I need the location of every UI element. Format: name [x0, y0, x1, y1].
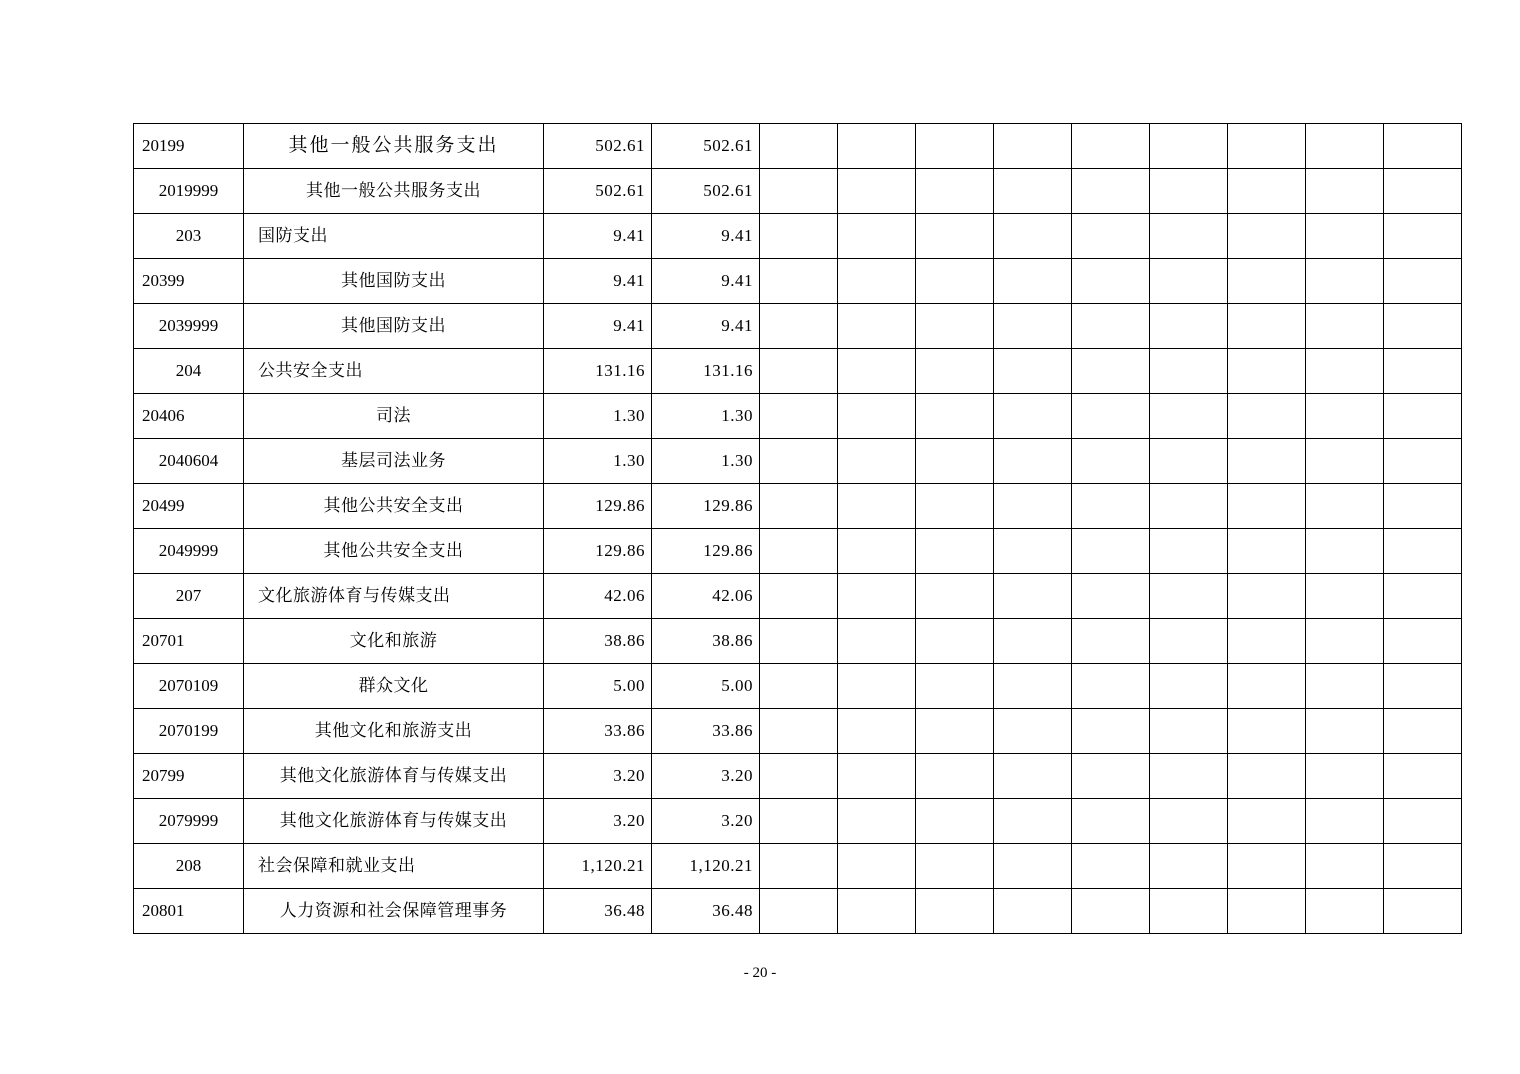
- row-empty-cell: [916, 709, 994, 754]
- row-empty-cell: [838, 484, 916, 529]
- row-empty-cell: [760, 304, 838, 349]
- row-item-name: 司法: [244, 394, 544, 439]
- row-empty-cell: [1072, 889, 1150, 934]
- row-empty-cell: [760, 394, 838, 439]
- row-value-total: 3.20: [544, 799, 652, 844]
- row-empty-cell: [838, 169, 916, 214]
- row-empty-cell: [1384, 169, 1462, 214]
- row-empty-cell: [1384, 259, 1462, 304]
- row-empty-cell: [1306, 619, 1384, 664]
- row-empty-cell: [1306, 439, 1384, 484]
- row-empty-cell: [1306, 889, 1384, 934]
- row-empty-cell: [1228, 889, 1306, 934]
- row-empty-cell: [1228, 484, 1306, 529]
- row-empty-cell: [838, 574, 916, 619]
- row-empty-cell: [760, 349, 838, 394]
- row-item-name: 其他公共安全支出: [244, 484, 544, 529]
- table-row: [134, 124, 1462, 169]
- row-item-name: 群众文化: [244, 664, 544, 709]
- row-value-secondary: 36.48: [652, 889, 760, 934]
- row-empty-cell: [1150, 169, 1228, 214]
- table-row: [134, 574, 1462, 619]
- row-empty-cell: [994, 709, 1072, 754]
- row-empty-cell: [1384, 619, 1462, 664]
- row-code: 2079999: [134, 799, 244, 844]
- row-empty-cell: [1150, 304, 1228, 349]
- row-empty-cell: [994, 124, 1072, 169]
- row-empty-cell: [838, 619, 916, 664]
- row-empty-cell: [1228, 439, 1306, 484]
- row-item-name: 其他文化旅游体育与传媒支出: [244, 754, 544, 799]
- row-empty-cell: [1072, 304, 1150, 349]
- row-code: 208: [134, 844, 244, 889]
- row-empty-cell: [838, 394, 916, 439]
- row-empty-cell: [916, 304, 994, 349]
- row-value-total: 36.48: [544, 889, 652, 934]
- row-value-total: 1.30: [544, 439, 652, 484]
- row-empty-cell: [994, 259, 1072, 304]
- budget-table-container: [133, 123, 1388, 934]
- row-empty-cell: [760, 574, 838, 619]
- row-empty-cell: [1228, 709, 1306, 754]
- row-empty-cell: [916, 619, 994, 664]
- row-empty-cell: [1384, 529, 1462, 574]
- row-code: 203: [134, 214, 244, 259]
- row-empty-cell: [1384, 214, 1462, 259]
- table-row: [134, 889, 1462, 934]
- table-row: [134, 754, 1462, 799]
- table-row: [134, 844, 1462, 889]
- row-empty-cell: [760, 439, 838, 484]
- row-empty-cell: [994, 799, 1072, 844]
- row-empty-cell: [1228, 169, 1306, 214]
- row-item-name: 其他一般公共服务支出: [244, 124, 544, 169]
- row-item-name: 其他国防支出: [244, 304, 544, 349]
- row-value-total: 3.20: [544, 754, 652, 799]
- row-value-secondary: 1.30: [652, 394, 760, 439]
- row-item-name: 人力资源和社会保障管理事务: [244, 889, 544, 934]
- row-empty-cell: [1150, 259, 1228, 304]
- row-value-secondary: 9.41: [652, 214, 760, 259]
- row-empty-cell: [838, 889, 916, 934]
- row-empty-cell: [994, 484, 1072, 529]
- row-empty-cell: [838, 259, 916, 304]
- row-empty-cell: [916, 394, 994, 439]
- row-empty-cell: [1306, 754, 1384, 799]
- row-empty-cell: [1150, 844, 1228, 889]
- row-empty-cell: [916, 529, 994, 574]
- row-empty-cell: [916, 574, 994, 619]
- row-code: 2039999: [134, 304, 244, 349]
- row-empty-cell: [1150, 214, 1228, 259]
- row-empty-cell: [1150, 124, 1228, 169]
- row-empty-cell: [760, 709, 838, 754]
- row-empty-cell: [994, 439, 1072, 484]
- table-row: [134, 349, 1462, 394]
- row-empty-cell: [1072, 799, 1150, 844]
- row-empty-cell: [1306, 124, 1384, 169]
- row-value-total: 38.86: [544, 619, 652, 664]
- row-empty-cell: [916, 664, 994, 709]
- row-empty-cell: [916, 214, 994, 259]
- row-empty-cell: [838, 349, 916, 394]
- row-empty-cell: [1228, 664, 1306, 709]
- row-empty-cell: [760, 754, 838, 799]
- row-code: 207: [134, 574, 244, 619]
- row-empty-cell: [994, 169, 1072, 214]
- row-value-total: 1.30: [544, 394, 652, 439]
- row-item-name: 其他国防支出: [244, 259, 544, 304]
- row-value-total: 129.86: [544, 484, 652, 529]
- row-value-secondary: 1.30: [652, 439, 760, 484]
- row-empty-cell: [994, 394, 1072, 439]
- row-empty-cell: [1384, 664, 1462, 709]
- row-code: 20499: [134, 484, 244, 529]
- table-row: [134, 799, 1462, 844]
- row-empty-cell: [1384, 349, 1462, 394]
- row-empty-cell: [1150, 574, 1228, 619]
- row-empty-cell: [1150, 709, 1228, 754]
- row-item-name: 其他文化和旅游支出: [244, 709, 544, 754]
- row-value-secondary: 131.16: [652, 349, 760, 394]
- row-empty-cell: [994, 889, 1072, 934]
- row-value-secondary: 5.00: [652, 664, 760, 709]
- row-empty-cell: [1072, 709, 1150, 754]
- row-code: 20406: [134, 394, 244, 439]
- row-value-secondary: 9.41: [652, 259, 760, 304]
- row-empty-cell: [1384, 799, 1462, 844]
- row-empty-cell: [1228, 259, 1306, 304]
- row-code: 20799: [134, 754, 244, 799]
- row-empty-cell: [1228, 349, 1306, 394]
- row-value-secondary: 502.61: [652, 124, 760, 169]
- row-empty-cell: [1306, 214, 1384, 259]
- row-empty-cell: [1150, 349, 1228, 394]
- row-empty-cell: [916, 799, 994, 844]
- row-empty-cell: [760, 844, 838, 889]
- row-empty-cell: [1150, 484, 1228, 529]
- row-empty-cell: [1150, 439, 1228, 484]
- row-value-secondary: 129.86: [652, 529, 760, 574]
- row-empty-cell: [1306, 259, 1384, 304]
- row-empty-cell: [1072, 574, 1150, 619]
- table-row: [134, 439, 1462, 484]
- row-empty-cell: [916, 124, 994, 169]
- row-empty-cell: [1072, 169, 1150, 214]
- row-item-name: 社会保障和就业支出: [244, 844, 544, 889]
- row-empty-cell: [1072, 754, 1150, 799]
- row-item-name: 基层司法业务: [244, 439, 544, 484]
- row-empty-cell: [838, 754, 916, 799]
- page-number: - 20 -: [743, 965, 777, 981]
- row-empty-cell: [1150, 664, 1228, 709]
- row-empty-cell: [916, 484, 994, 529]
- row-empty-cell: [994, 574, 1072, 619]
- row-code: 204: [134, 349, 244, 394]
- row-empty-cell: [760, 124, 838, 169]
- row-empty-cell: [1306, 484, 1384, 529]
- row-empty-cell: [838, 439, 916, 484]
- row-empty-cell: [1306, 394, 1384, 439]
- row-value-secondary: 3.20: [652, 799, 760, 844]
- row-empty-cell: [1072, 124, 1150, 169]
- row-empty-cell: [994, 349, 1072, 394]
- row-value-total: 9.41: [544, 304, 652, 349]
- row-empty-cell: [838, 529, 916, 574]
- row-empty-cell: [760, 169, 838, 214]
- row-empty-cell: [1150, 754, 1228, 799]
- row-empty-cell: [838, 844, 916, 889]
- row-value-total: 9.41: [544, 259, 652, 304]
- row-empty-cell: [1228, 754, 1306, 799]
- row-empty-cell: [1384, 439, 1462, 484]
- row-value-secondary: 129.86: [652, 484, 760, 529]
- row-empty-cell: [1150, 619, 1228, 664]
- row-code: 20399: [134, 259, 244, 304]
- row-empty-cell: [1150, 529, 1228, 574]
- row-empty-cell: [994, 214, 1072, 259]
- row-value-total: 9.41: [544, 214, 652, 259]
- row-empty-cell: [1228, 529, 1306, 574]
- row-value-secondary: 9.41: [652, 304, 760, 349]
- row-empty-cell: [1228, 799, 1306, 844]
- budget-expenditure-table: [133, 123, 1462, 934]
- row-empty-cell: [1072, 349, 1150, 394]
- row-empty-cell: [916, 259, 994, 304]
- row-empty-cell: [838, 124, 916, 169]
- row-empty-cell: [1384, 394, 1462, 439]
- row-empty-cell: [1384, 304, 1462, 349]
- row-value-secondary: 502.61: [652, 169, 760, 214]
- row-empty-cell: [1228, 214, 1306, 259]
- table-row: [134, 664, 1462, 709]
- row-empty-cell: [760, 889, 838, 934]
- row-empty-cell: [994, 619, 1072, 664]
- row-empty-cell: [1306, 304, 1384, 349]
- row-empty-cell: [1072, 394, 1150, 439]
- row-empty-cell: [1384, 709, 1462, 754]
- row-empty-cell: [1384, 844, 1462, 889]
- row-value-secondary: 38.86: [652, 619, 760, 664]
- row-empty-cell: [1384, 574, 1462, 619]
- row-value-total: 502.61: [544, 124, 652, 169]
- row-empty-cell: [1306, 799, 1384, 844]
- table-row: [134, 484, 1462, 529]
- row-empty-cell: [1384, 754, 1462, 799]
- row-empty-cell: [1072, 439, 1150, 484]
- row-empty-cell: [994, 754, 1072, 799]
- row-empty-cell: [1072, 214, 1150, 259]
- row-code: 20801: [134, 889, 244, 934]
- row-item-name: 文化和旅游: [244, 619, 544, 664]
- row-empty-cell: [760, 259, 838, 304]
- row-item-name: 公共安全支出: [244, 349, 544, 394]
- row-empty-cell: [994, 664, 1072, 709]
- row-value-total: 129.86: [544, 529, 652, 574]
- row-empty-cell: [1306, 169, 1384, 214]
- row-empty-cell: [1306, 349, 1384, 394]
- row-empty-cell: [1072, 619, 1150, 664]
- row-value-total: 5.00: [544, 664, 652, 709]
- row-empty-cell: [916, 439, 994, 484]
- row-empty-cell: [994, 304, 1072, 349]
- row-empty-cell: [1228, 619, 1306, 664]
- row-empty-cell: [916, 754, 994, 799]
- row-empty-cell: [1150, 799, 1228, 844]
- row-empty-cell: [760, 529, 838, 574]
- table-row: [134, 529, 1462, 574]
- row-empty-cell: [916, 169, 994, 214]
- row-item-name: 其他公共安全支出: [244, 529, 544, 574]
- row-empty-cell: [1072, 529, 1150, 574]
- row-empty-cell: [1384, 889, 1462, 934]
- row-empty-cell: [1306, 529, 1384, 574]
- row-value-total: 131.16: [544, 349, 652, 394]
- table-row: [134, 709, 1462, 754]
- row-empty-cell: [1072, 259, 1150, 304]
- row-empty-cell: [1072, 844, 1150, 889]
- row-empty-cell: [916, 889, 994, 934]
- row-empty-cell: [1384, 484, 1462, 529]
- row-empty-cell: [838, 799, 916, 844]
- row-empty-cell: [1072, 664, 1150, 709]
- row-empty-cell: [838, 709, 916, 754]
- row-empty-cell: [838, 304, 916, 349]
- table-row: [134, 259, 1462, 304]
- row-empty-cell: [838, 664, 916, 709]
- row-empty-cell: [1306, 844, 1384, 889]
- row-empty-cell: [1228, 394, 1306, 439]
- row-empty-cell: [1228, 844, 1306, 889]
- row-item-name: 其他文化旅游体育与传媒支出: [244, 799, 544, 844]
- row-code: 2070109: [134, 664, 244, 709]
- row-empty-cell: [760, 799, 838, 844]
- row-empty-cell: [916, 844, 994, 889]
- row-value-secondary: 42.06: [652, 574, 760, 619]
- row-empty-cell: [760, 214, 838, 259]
- row-empty-cell: [838, 214, 916, 259]
- table-row: [134, 619, 1462, 664]
- row-empty-cell: [1384, 124, 1462, 169]
- row-empty-cell: [760, 484, 838, 529]
- row-code: 20199: [134, 124, 244, 169]
- row-empty-cell: [1228, 304, 1306, 349]
- row-empty-cell: [994, 529, 1072, 574]
- row-empty-cell: [1072, 484, 1150, 529]
- row-value-total: 33.86: [544, 709, 652, 754]
- row-empty-cell: [1306, 664, 1384, 709]
- row-value-total: 1,120.21: [544, 844, 652, 889]
- row-empty-cell: [1228, 574, 1306, 619]
- row-empty-cell: [916, 349, 994, 394]
- table-row: [134, 304, 1462, 349]
- table-row: [134, 214, 1462, 259]
- row-item-name: 国防支出: [244, 214, 544, 259]
- row-item-name: 文化旅游体育与传媒支出: [244, 574, 544, 619]
- row-empty-cell: [1150, 889, 1228, 934]
- row-value-secondary: 33.86: [652, 709, 760, 754]
- row-code: 2040604: [134, 439, 244, 484]
- row-code: 2049999: [134, 529, 244, 574]
- row-value-secondary: 3.20: [652, 754, 760, 799]
- row-item-name: 其他一般公共服务支出: [244, 169, 544, 214]
- row-empty-cell: [1150, 394, 1228, 439]
- row-value-total: 502.61: [544, 169, 652, 214]
- row-code: 2070199: [134, 709, 244, 754]
- row-value-total: 42.06: [544, 574, 652, 619]
- row-empty-cell: [1306, 574, 1384, 619]
- table-row: [134, 169, 1462, 214]
- row-code: 2019999: [134, 169, 244, 214]
- row-empty-cell: [760, 664, 838, 709]
- row-code: 20701: [134, 619, 244, 664]
- row-empty-cell: [760, 619, 838, 664]
- table-row: [134, 394, 1462, 439]
- row-empty-cell: [1228, 124, 1306, 169]
- row-value-secondary: 1,120.21: [652, 844, 760, 889]
- row-empty-cell: [994, 844, 1072, 889]
- row-empty-cell: [1306, 709, 1384, 754]
